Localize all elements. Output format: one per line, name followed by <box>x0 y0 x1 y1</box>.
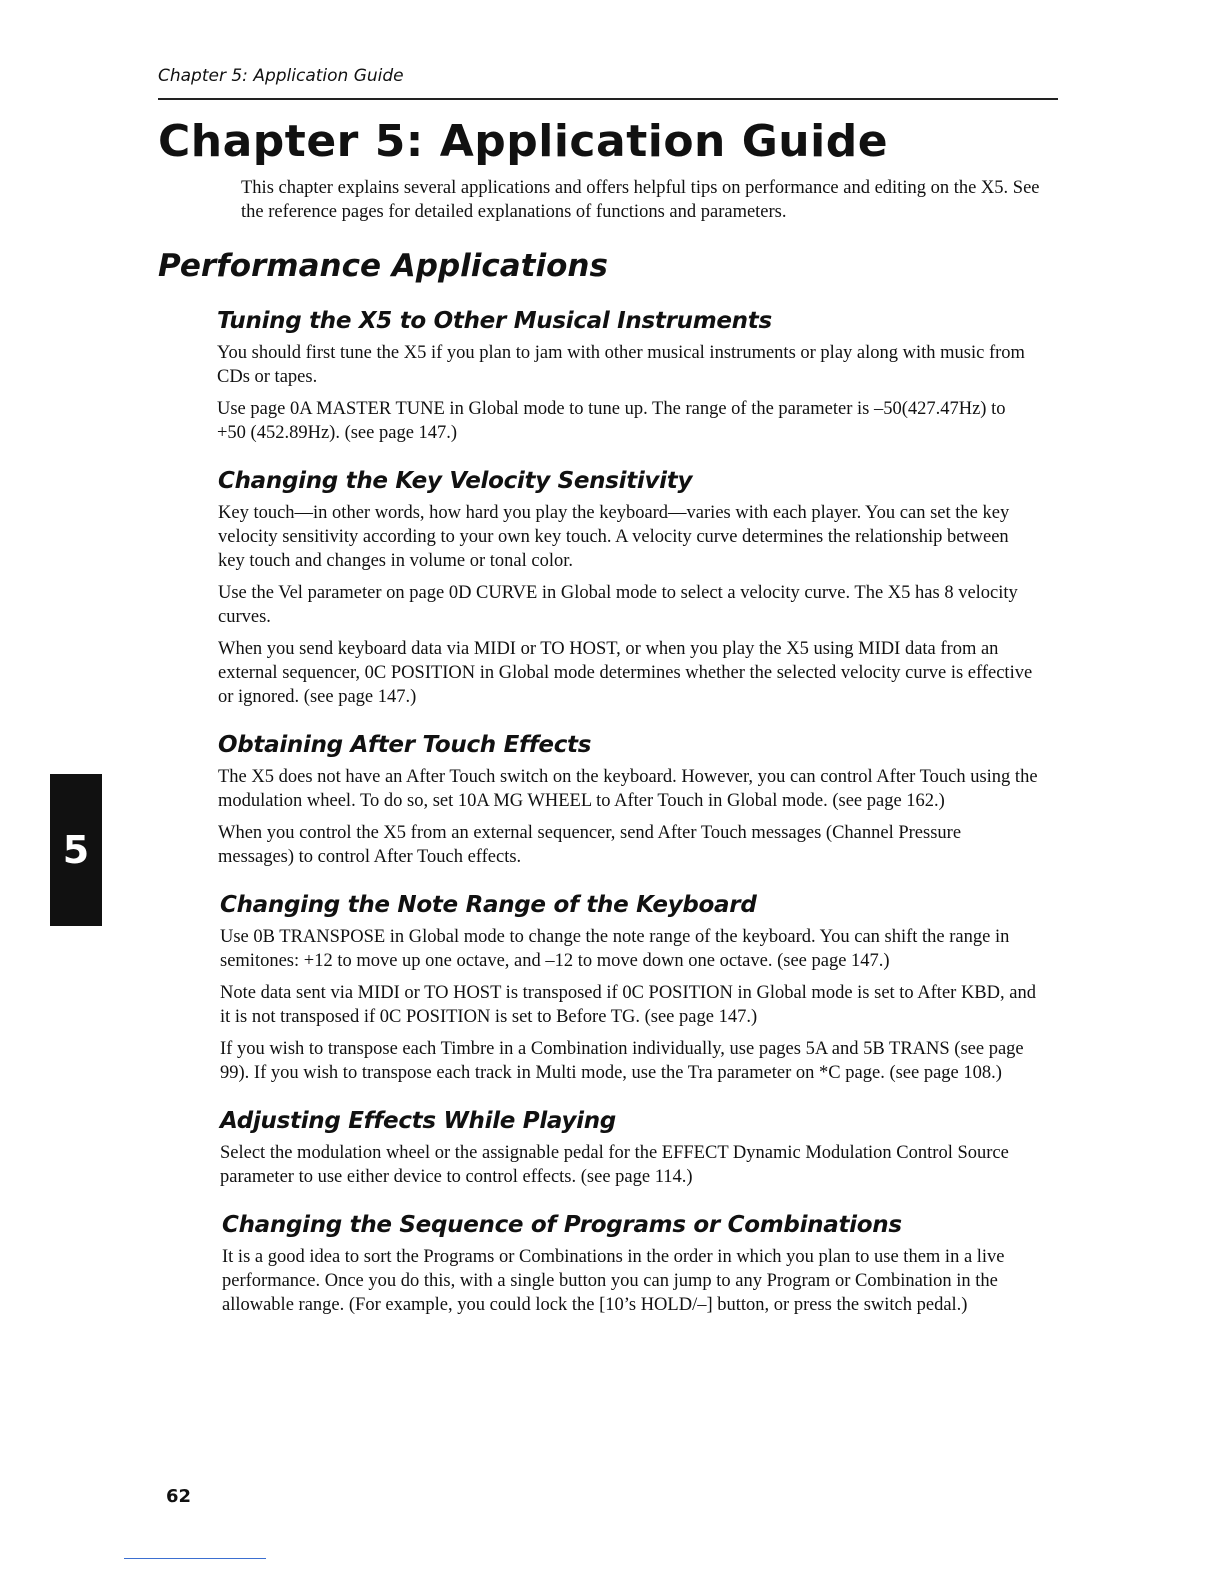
subsection-title: Changing the Note Range of the Keyboard <box>220 892 757 918</box>
chapter-title: Chapter 5: Application Guide <box>158 116 889 167</box>
paragraph: Select the modulation wheel or the assignable pedal for the EFFECT Dynamic Modulation Control Source parameter to use either device to control effects. (see page 114.) <box>220 1143 1009 1187</box>
subsection-effects <box>0 1104 1224 1189</box>
subsection-title: Obtaining After Touch Effects <box>218 732 592 758</box>
paragraph: Use the Vel parameter on page 0D CURVE in Global mode to select a velocity curve. The X5 has 8 velocity curves. <box>218 583 1018 627</box>
chapter-tab <box>50 774 102 926</box>
running-header: Chapter 5: Application Guide <box>158 66 404 86</box>
paragraph: Use 0B TRANSPOSE in Global mode to change the note range of the keyboard. You can shift the range in semitones: +12 to move up one octave, and –12 to move down one octave. (see page 147.) <box>220 927 1010 971</box>
paragraph: It is a good idea to sort the Programs or Combinations in the order in which you plan to use them in a live performance. Once you do this, with a single button you can jump to any Program or Combination in the allowable range. (For example, you could lock the [10’s HOLD/–] button, or press the switch pedal.) <box>222 1247 1005 1315</box>
subsection-sequence <box>0 1208 1224 1317</box>
paragraph: The X5 does not have an After Touch switch on the keyboard. However, you can control After Touch using the modulation wheel. To do so, set 10A MG WHEEL to After Touch in Global mode. (see page 162.) <box>218 767 1038 811</box>
page-number: 62 <box>166 1486 192 1507</box>
paragraph: When you control the X5 from an external sequencer, send After Touch messages (Channel Pressure messages) to control After Touch effects. <box>218 823 962 867</box>
subsection-title: Changing the Key Velocity Sensitivity <box>218 468 693 494</box>
section-title: Performance Applications <box>158 248 608 284</box>
paragraph: When you send keyboard data via MIDI or TO HOST, or when you play the X5 using MIDI data from an external sequencer, 0C POSITION in Global mode determines whether the selected velocity curve is effective or ignored. (see page 147.) <box>218 639 1033 707</box>
paragraph: You should first tune the X5 if you plan to jam with other musical instruments or play along with music from CDs or tapes. <box>217 343 1025 387</box>
chapter-tab-number: 5 <box>62 828 90 872</box>
subsection-list <box>0 304 1224 1336</box>
bottom-rule <box>124 1558 266 1559</box>
subsection-note-range <box>0 888 1224 1085</box>
paragraph: Note data sent via MIDI or TO HOST is transposed if 0C POSITION in Global mode is set to After KBD, and it is not transposed if 0C POSITION is set to Before TG. (see page 147.) <box>220 983 1036 1027</box>
subsection-title: Tuning the X5 to Other Musical Instruments <box>217 308 772 334</box>
subsection-title: Changing the Sequence of Programs or Combinations <box>222 1212 902 1238</box>
subsection-after-touch <box>0 728 1224 869</box>
subsection-velocity <box>0 464 1224 709</box>
header-rule <box>158 98 1058 100</box>
subsection-title: Adjusting Effects While Playing <box>220 1108 616 1134</box>
intro-paragraph: This chapter explains several applications and offers helpful tips on performance and editing on the X5. See the reference pages for detailed explanations of functions and parameters. <box>241 178 1040 222</box>
subsection-tuning <box>0 304 1224 445</box>
paragraph: Use page 0A MASTER TUNE in Global mode to tune up. The range of the parameter is –50(427.47Hz) to +50 (452.89Hz). (see page 147.) <box>217 399 1006 443</box>
paragraph: Key touch—in other words, how hard you play the keyboard—varies with each player. You can set the key velocity sensitivity according to your own key touch. A velocity curve determines the relationship between key touch and changes in volume or tonal color. <box>218 503 1010 571</box>
paragraph: If you wish to transpose each Timbre in a Combination individually, use pages 5A and 5B TRANS (see page 99). If you wish to transpose each track in Multi mode, use the Tra parameter on *C page. (see page 108.) <box>220 1039 1024 1083</box>
